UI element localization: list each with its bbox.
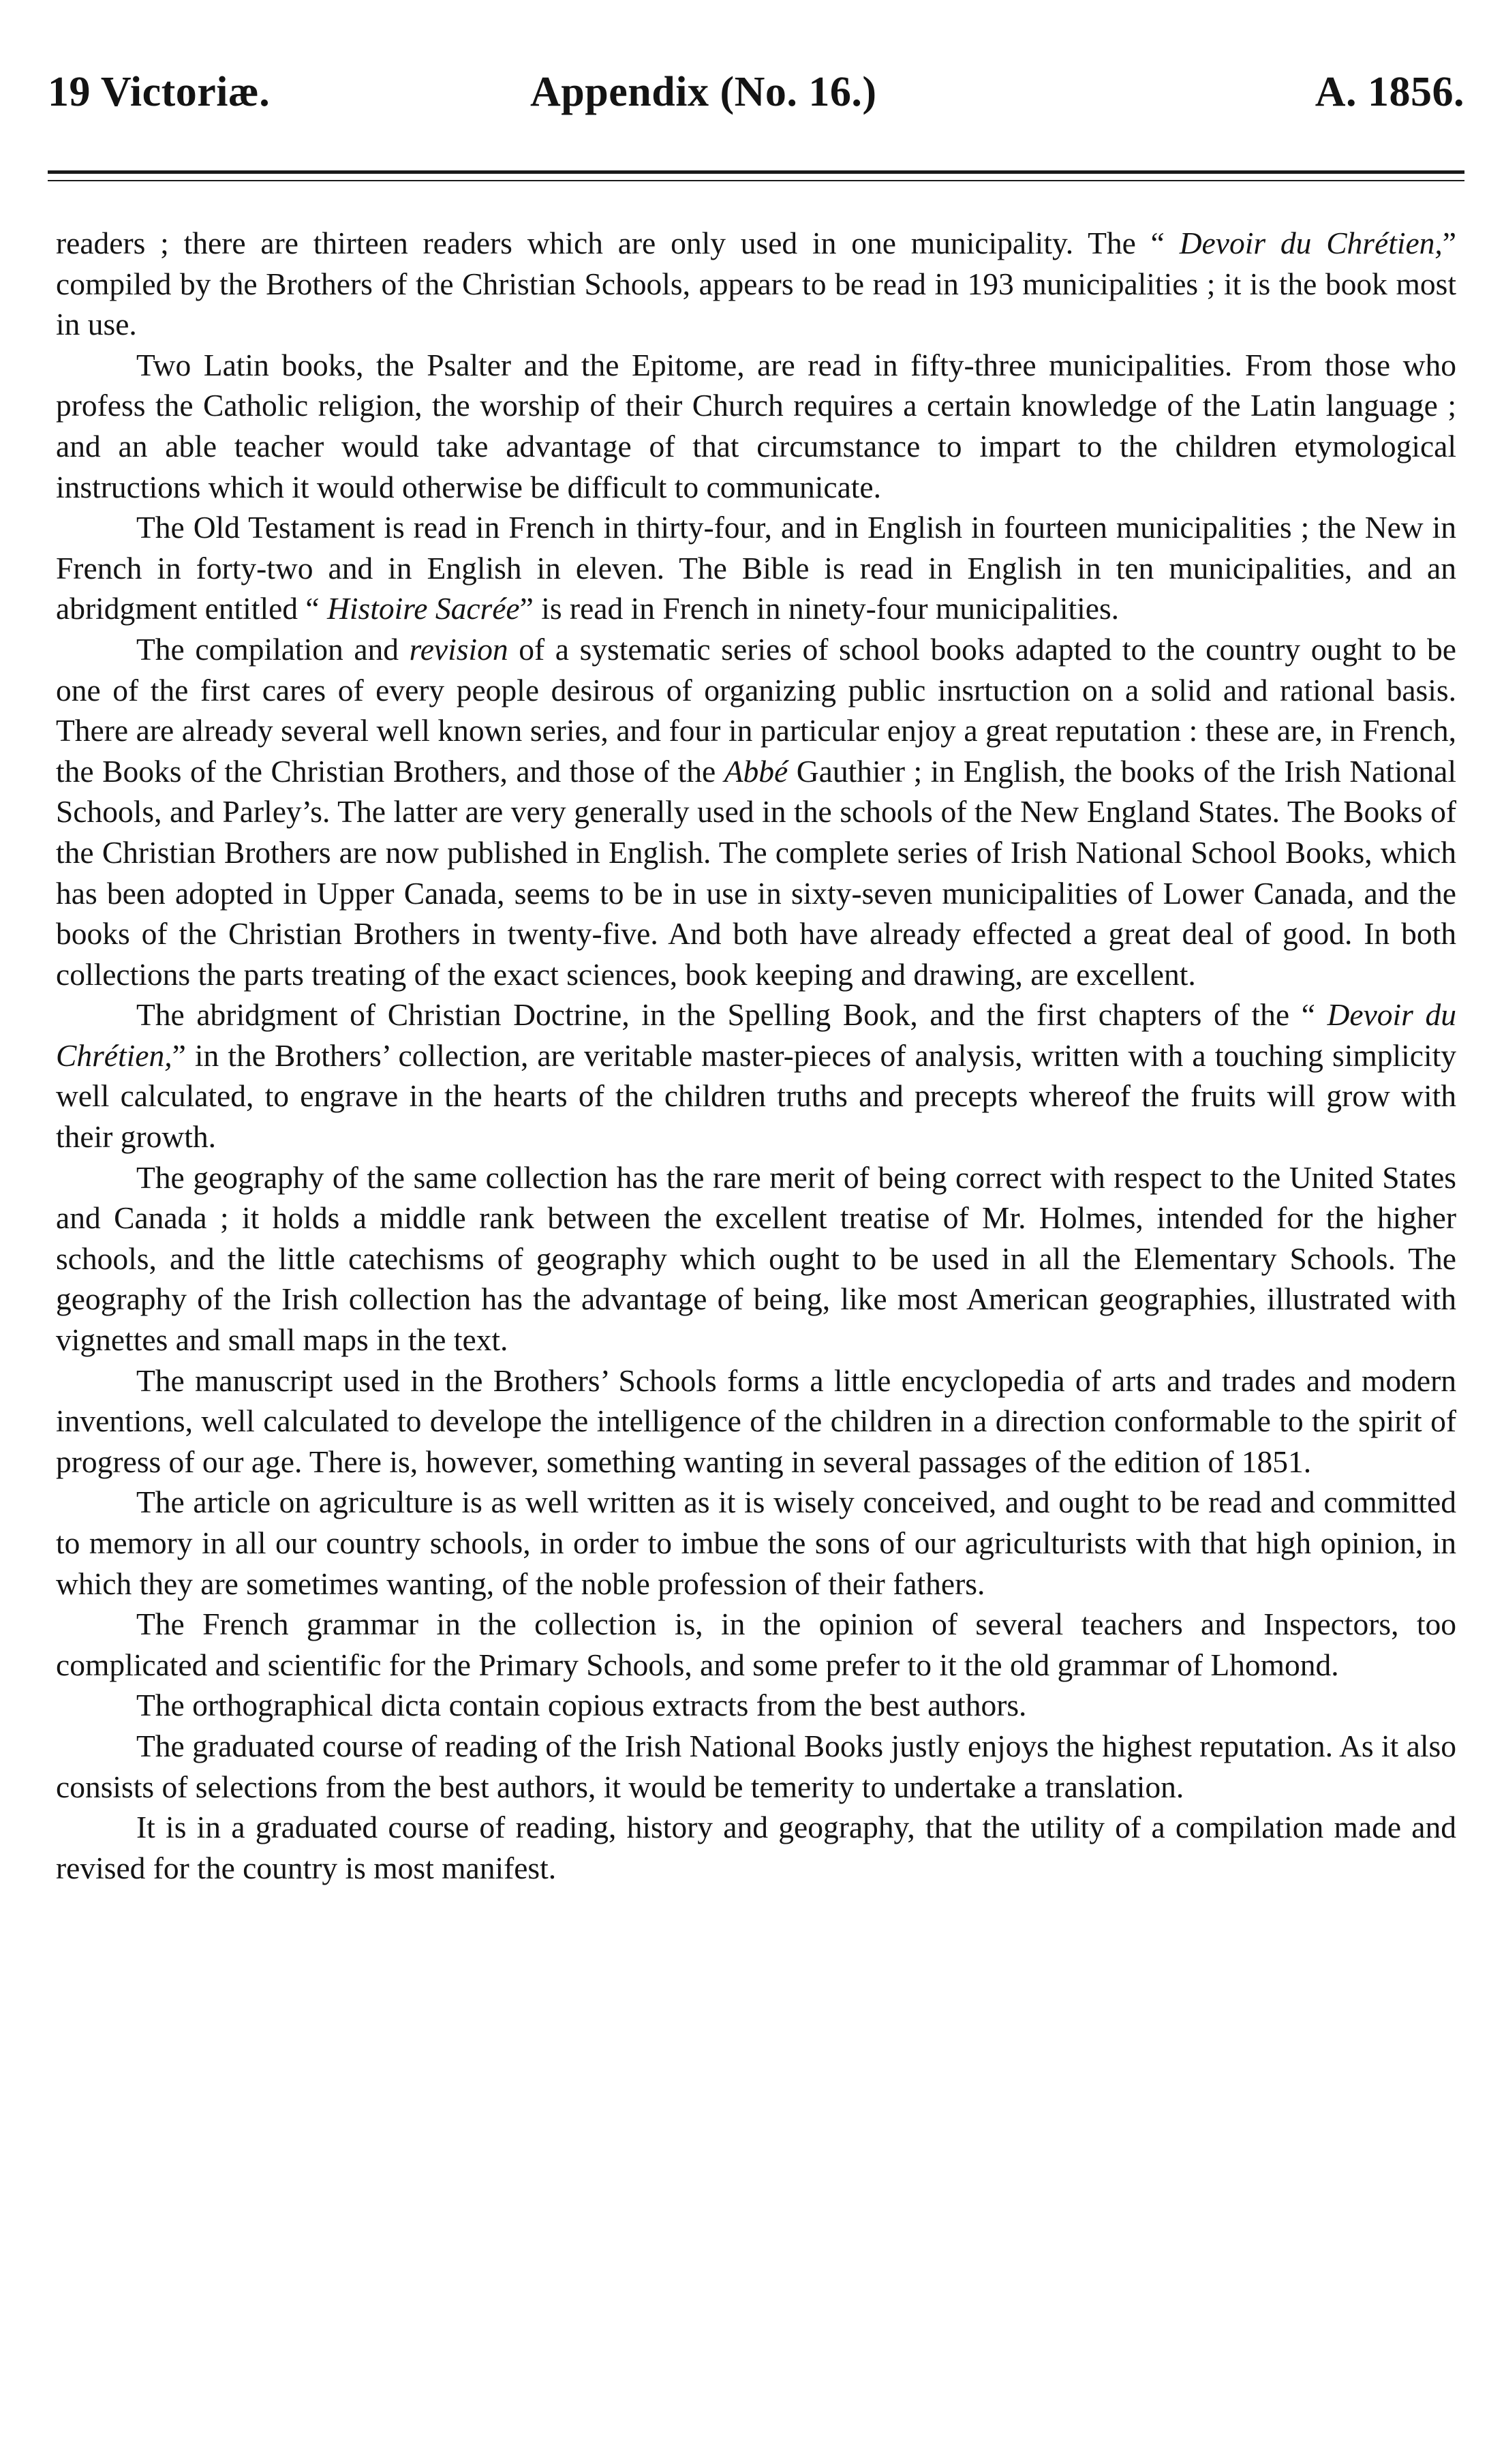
text-run: readers ; there are thirteen readers which are only used in one municipality. The “ [56, 226, 1180, 260]
italic-title: Devoir du Chrétien, [56, 997, 1456, 1073]
text-run: Gauthier ; in English, the books of the Irish National Schools, and Parley’s. The latter are very generally used in the schools of the New England States. The Books of the Christian Brothers are now published in English. The complete series of Irish National School Books, which has been adopted in Upper Canada, seems to be in use in sixty-seven municipalities of Lower Canada, and the books of the Christian Brothers in twenty-five. And both have already effected a great deal of good. In both collections the parts treating of the exact sciences, book keeping and drawing, are excellent. [56, 753, 1456, 992]
paragraph [56, 345, 1456, 507]
text-run: The manuscript used in the Brothers’ Schools forms a little encyclopedia of arts and trades and modern inventions, well calculated to develope the intelligence of the children in a direction conformable to the spirit of progress of our age. There is, however, something wanting in several passages of the edition of 1851. [56, 1363, 1456, 1479]
text-run: ” is read in French in ninety-four municipalities. [519, 591, 1120, 626]
paragraph [56, 1157, 1456, 1360]
italic-title: Devoir du Chrétien, [1179, 226, 1443, 260]
text-run: The abridgment of Christian Doctrine, in the Spelling Book, and the first chapters of the “ [136, 997, 1327, 1033]
text-run: ” compiled by the Brothers of the Christian Schools, appears to be read in 193 municipalities ; it is the book most in use. [56, 226, 1456, 342]
paragraph [56, 1604, 1456, 1685]
italic-title: Abbé [724, 753, 788, 789]
text-run: It is in a graduated course of reading, history and geography, that the utility of a compilation made and revised for the country is most manifest. [56, 1810, 1456, 1885]
paragraph [56, 629, 1456, 994]
italic-title: revision [409, 631, 508, 667]
text-run: The article on agriculture is as well written as it is wisely conceived, and ought to be read and committed to memory in all our country schools, in order to imbue the sons of our agriculturists with that high opinion, in which they are sometimes wanting, of the noble profession of their fathers. [56, 1485, 1456, 1601]
paragraph [56, 507, 1456, 629]
italic-title: Histoire Sacrée [327, 591, 520, 626]
text-run: The geography of the same collection has the rare merit of being correct with respect to the United States and Canada ; it holds a middle rank between the excellent treatise of Mr. Holmes, intended for the higher schools, and the little catechisms of geography which ought to be used in all the Elementary Schools. The geography of the Irish collection has the advantage of being, like most American geographies, illustrated with vignettes and small maps in the text. [56, 1159, 1456, 1358]
header-rule-thin [48, 180, 1464, 181]
text-run: The compilation and [136, 631, 410, 667]
paragraph [56, 223, 1456, 345]
header-year: A. 1856. [1315, 69, 1464, 115]
text-run: The French grammar in the collection is, in the opinion of several teachers and Inspectors, too complicated and scientific for the Primary Schools, and some prefer to it the old grammar of Lhomond. [56, 1607, 1456, 1682]
text-run: Two Latin books, the Psalter and the Epitome, are read in fifty-three municipalities. From those who profess the Catholic religion, the worship of their Church requires a certain knowledge of the Latin language ; and an able teacher would take advantage of that circumstance to impart to the children etymological instructions which it would otherwise be difficult to communicate. [56, 347, 1456, 504]
paragraph [56, 1482, 1456, 1604]
paragraph [56, 1726, 1456, 1807]
text-run: ” in the Brothers’ collection, are veritable master-pieces of analysis, written with a touching simplicity well calculated, to engrave in the hearts of the children truths and precepts whereof the fruits will grow with their growth. [56, 1037, 1456, 1155]
text-run: The orthographical dicta contain copious extracts from the best authors. [136, 1688, 1027, 1723]
header-appendix: Appendix (No. 16.) [530, 69, 877, 115]
paragraph [56, 1807, 1456, 1888]
header-session: 19 Victoriæ. [48, 69, 271, 115]
paragraph [56, 1685, 1456, 1726]
body-text [56, 223, 1456, 1888]
running-header [48, 65, 1464, 119]
text-run: The Old Testament is read in French in thirty-four, and in English in fourteen municipalities ; the New in French in forty-two and in English in eleven. The Bible is read in English in ten municipalities, and an abridgment entitled “ [56, 510, 1456, 626]
text-run: of a systematic series of school books adapted to the country ought to be one of the first cares of every people desirous of organizing public insrtuction on a solid and rational basis. There are already several well known series, and four in particular enjoy a great reputation : these are, in French, the Books of the Christian Brothers, and those of the [56, 631, 1456, 789]
paragraph [56, 994, 1456, 1157]
header-rule-thick [48, 170, 1464, 174]
paragraph [56, 1360, 1456, 1482]
text-run: The graduated course of reading of the Irish National Books justly enjoys the highest reputation. As it also consists of selections from the best authors, it would be temerity to undertake a translation. [56, 1728, 1456, 1804]
